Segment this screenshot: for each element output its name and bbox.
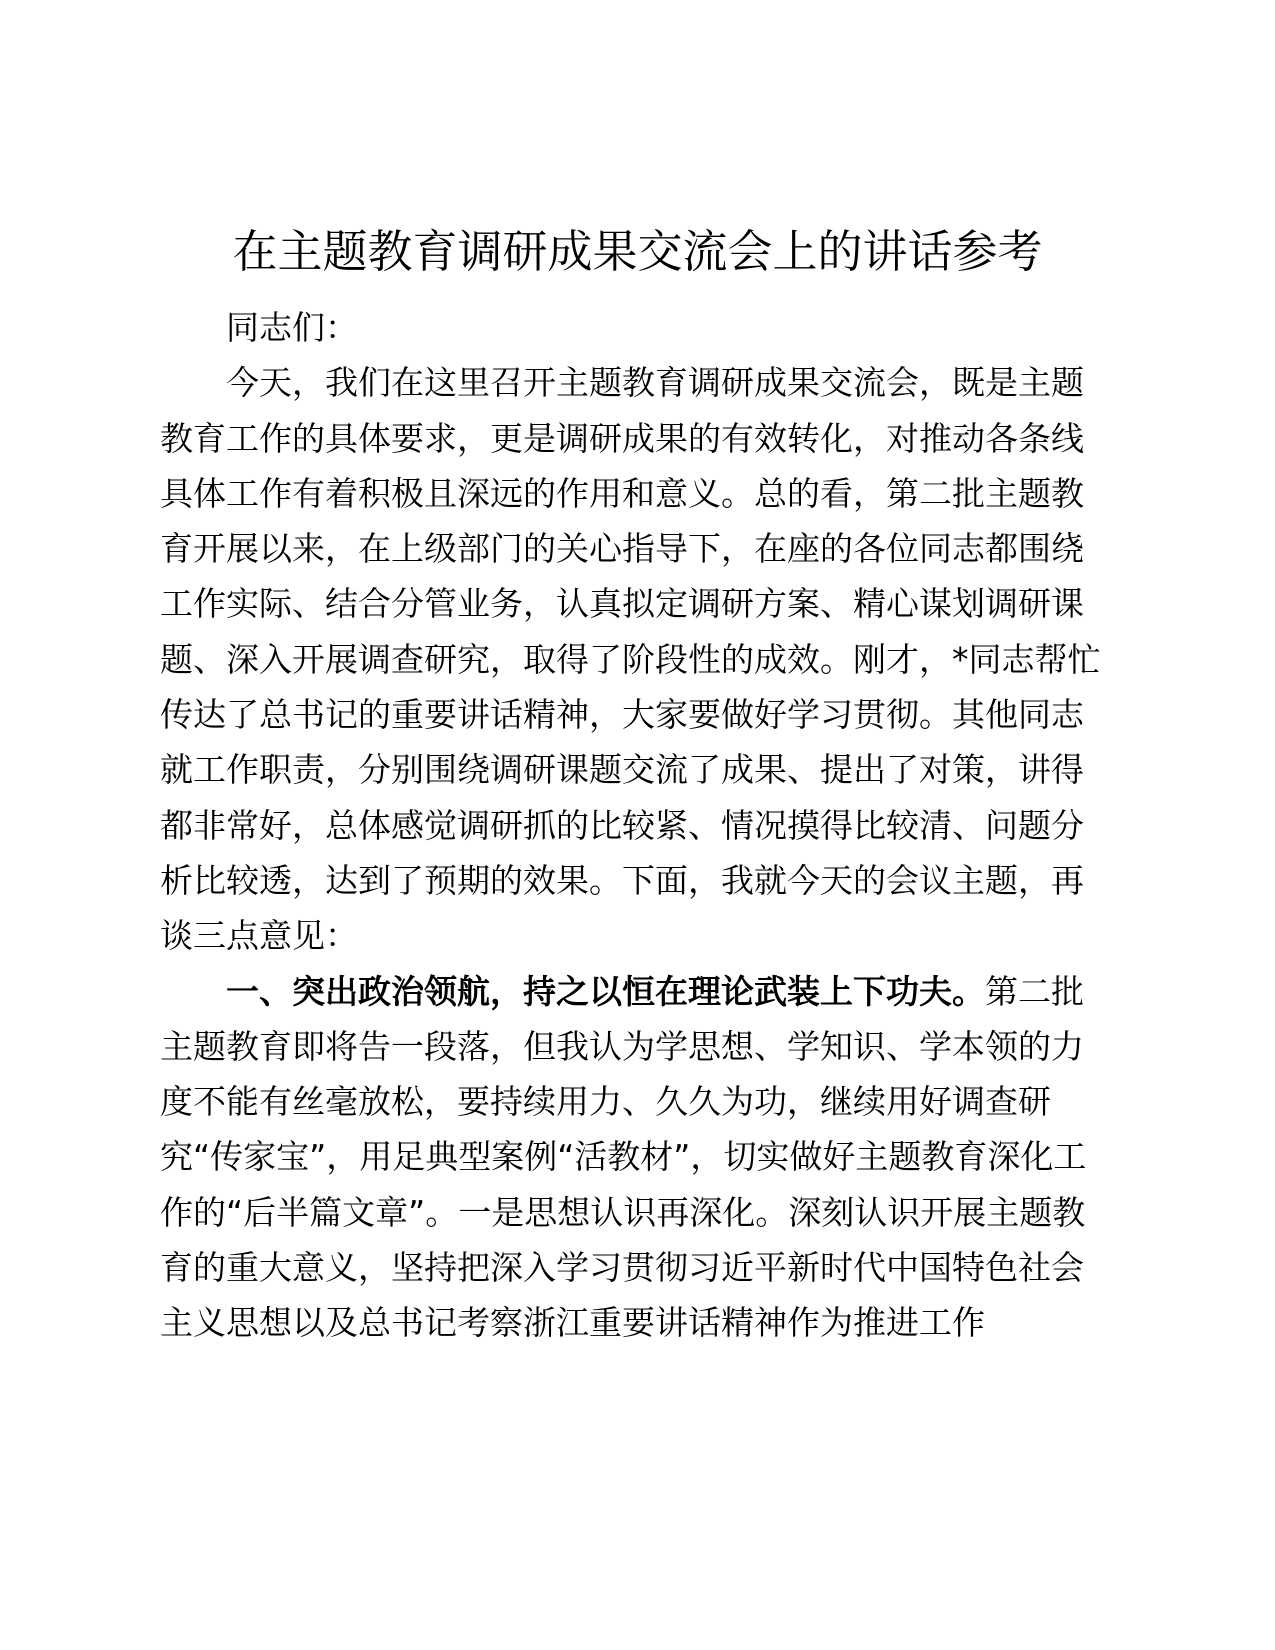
salutation: 同志们： — [226, 308, 358, 347]
text-line: 育开展以来，在上级部门的关心指导下，在座的各位同志都围绕 — [160, 529, 1084, 569]
text-line: 都非常好，总体感觉调研抓的比较紧、情况摸得比较清、问题分 — [160, 805, 1084, 845]
text-line: 今天，我们在这里召开主题教育调研成果交流会，既是主题 — [226, 363, 1084, 403]
document-body — [160, 300, 1101, 1351]
intro-paragraph — [160, 355, 1101, 963]
section-one-heading: 一、突出政治领航，持之以恒在理论武装上下功夫。 — [226, 971, 985, 1011]
text-line: 教育工作的具体要求，更是调研成果的有效转化，对推动各条线 — [160, 418, 1084, 458]
text-line: 究“传家宝”，用足典型案例“活教材”，切实做好主题教育深化工 — [160, 1137, 1087, 1177]
text-line: 谈三点意见： — [160, 916, 358, 956]
text-line: 就工作职责，分别围绕调研课题交流了成果、提出了对策，讲得 — [160, 750, 1084, 790]
section-one-first-line — [160, 964, 1084, 1019]
section-one-first-line-rest: 第二批 — [985, 971, 1084, 1011]
text-line: 主题教育即将告一段落，但我认为学思想、学知识、学本领的力 — [160, 1026, 1084, 1066]
page-title: 在主题教育调研成果交流会上的讲话参考 — [232, 225, 1043, 278]
text-line: 析比较透，达到了预期的效果。下面，我就今天的会议主题，再 — [160, 860, 1084, 900]
section-one-paragraph — [160, 964, 1087, 1351]
text-line: 育的重大意义，坚持把深入学习贯彻习近平新时代中国特色社会 — [160, 1248, 1084, 1288]
text-line: 传达了总书记的重要讲话精神，大家要做好学习贯彻。其他同志 — [160, 695, 1084, 735]
text-line: 工作实际、结合分管业务，认真拟定调研方案、精心谋划调研课 — [160, 584, 1084, 624]
text-line: 度不能有丝毫放松，要持续用力、久久为功，继续用好调查研 — [160, 1082, 1051, 1122]
text-line: 主义思想以及总书记考察浙江重要讲话精神作为推进工作 — [160, 1303, 985, 1343]
text-line: 作的“后半篇文章”。一是思想认识再深化。深刻认识开展主题教 — [160, 1192, 1086, 1232]
text-line: 具体工作有着积极且深远的作用和意义。总的看，第二批主题教 — [160, 473, 1084, 513]
text-line: 题、深入开展调查研究，取得了阶段性的成效。刚才，*同志帮忙 — [160, 639, 1101, 679]
salutation-paragraph — [160, 300, 1065, 355]
